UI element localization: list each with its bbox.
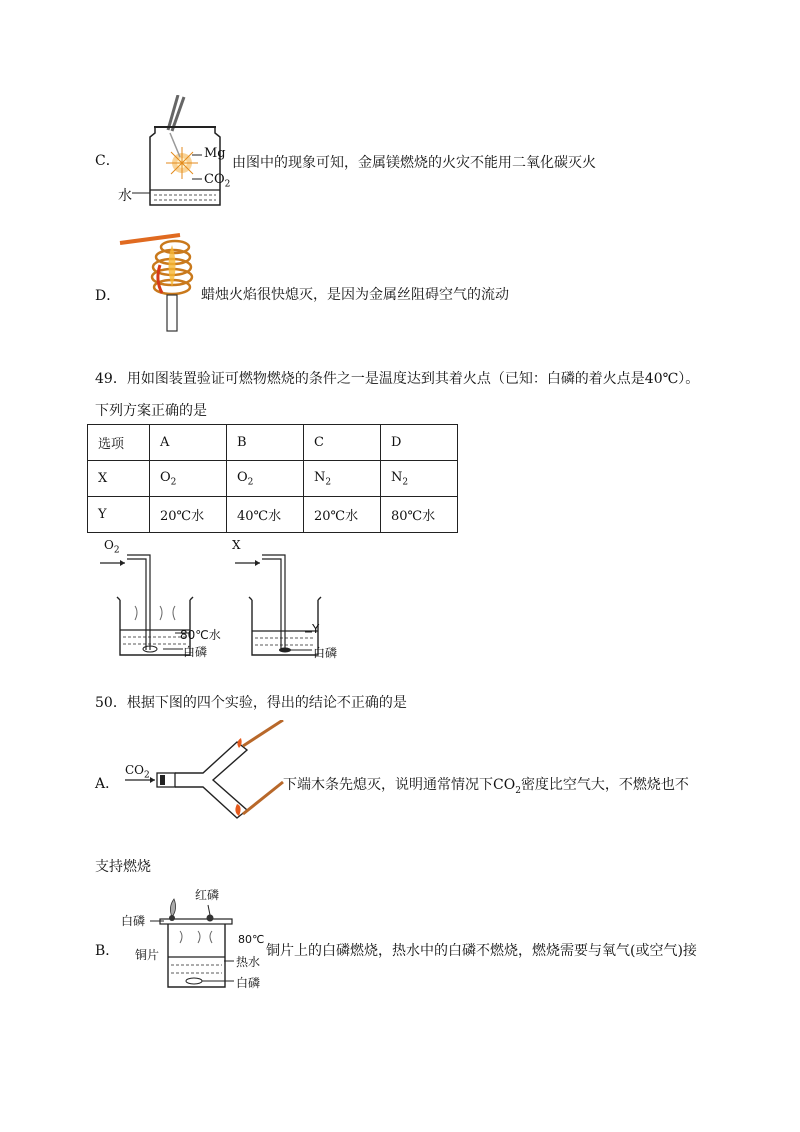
option-c-text: 由图中的现象可知，金属镁燃烧的火灾不能用二氧化碳灭火 (232, 155, 596, 171)
q49-options-table (87, 424, 458, 533)
white-phosphorus-label: 白磷 (183, 645, 208, 659)
table-cell: 20℃水 (150, 497, 227, 533)
table-cell: X (88, 461, 150, 497)
white-phosphorus-label-2: 白磷 (313, 646, 338, 660)
co2-inlet-label: $CO_2$ (125, 763, 150, 781)
option-b-letter: B． (95, 943, 120, 959)
table-row (88, 425, 458, 461)
table-cell: A (150, 425, 227, 461)
table-cell: $N_2$ (381, 461, 458, 497)
option-a-continuation: 支持燃烧 (95, 859, 151, 875)
red-phosphorus-label: 红磷 (195, 888, 220, 902)
q50-stem: 50．根据下图的四个实验，得出的结论不正确的是 (95, 695, 407, 711)
option-a-letter: A． (95, 776, 120, 792)
option-a-text: 下端木条先熄灭，说明通常情况下$CO_2$密度比空气大，不燃烧也不 (283, 777, 689, 796)
candle-coil-diagram (115, 225, 205, 335)
table-cell: Y (88, 497, 150, 533)
option-d-letter: D． (95, 288, 121, 304)
mg-label: Mg (204, 146, 226, 161)
copper-plate-label: 铜片 (135, 948, 160, 962)
table-row (88, 461, 458, 497)
table-cell: 40℃水 (227, 497, 304, 533)
table-cell: 选项 (88, 425, 150, 461)
q49-stem-2: 下列方案正确的是 (95, 403, 207, 419)
temperature-label: 80℃ (238, 933, 265, 946)
copper-plate-beaker-diagram (150, 895, 240, 995)
table-cell: C (304, 425, 381, 461)
hot-water-label-b: 热水 (236, 955, 261, 969)
option-d-text: 蜡烛火焰很快熄灭，是因为金属丝阻碍空气的流动 (201, 287, 509, 303)
table-cell: B (227, 425, 304, 461)
white-phosphorus-top-label: 白磷 (121, 914, 146, 928)
option-c-letter: C． (95, 153, 120, 169)
table-cell: D (381, 425, 458, 461)
q49-stem: 49．用如图装置验证可燃物燃烧的条件之一是温度达到其着火点（已知：白磷的着火点是40℃）。 (95, 371, 700, 387)
beaker-o2-diagram (95, 545, 235, 670)
table-cell: 80℃水 (381, 497, 458, 533)
water-label: 水 (118, 188, 132, 204)
x-label: X (232, 538, 241, 552)
white-phosphorus-bottom-label: 白磷 (236, 976, 261, 990)
table-cell: $N_2$ (304, 461, 381, 497)
table-row (88, 497, 458, 533)
table-cell: 20℃水 (304, 497, 381, 533)
table-cell: $O_2$ (227, 461, 304, 497)
o2-label: $O_2$ (104, 538, 120, 556)
hot-water-label: 80℃水 (180, 628, 221, 642)
co2-label: $CO_2$ (204, 172, 231, 190)
option-b-text: 铜片上的白磷燃烧，热水中的白磷不燃烧，燃烧需要与氧气(或空气)接 (266, 943, 697, 959)
beaker-x-diagram (230, 545, 360, 670)
y-label: Y (312, 622, 320, 636)
table-cell: $O_2$ (150, 461, 227, 497)
